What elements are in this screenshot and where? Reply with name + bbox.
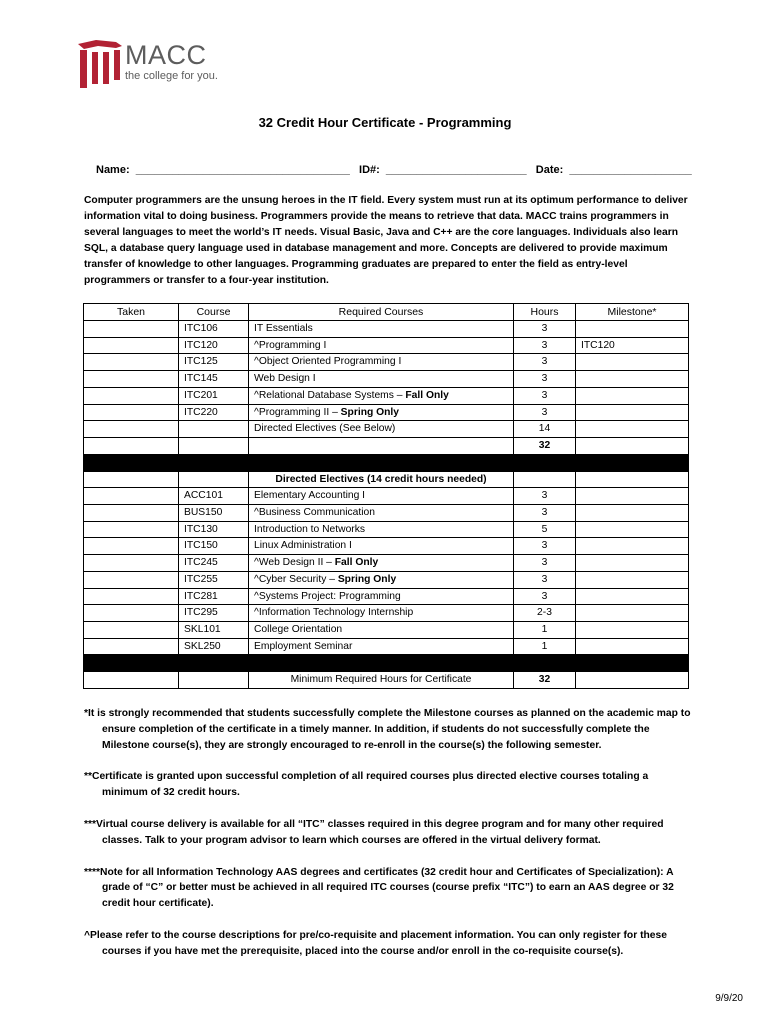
milestone-cell (576, 488, 689, 505)
empty-cell (179, 672, 249, 689)
course-code: ITC150 (179, 538, 249, 555)
divider-cell (84, 454, 179, 471)
course-code: ITC201 (179, 387, 249, 404)
course-name (249, 371, 514, 388)
course-name (249, 638, 514, 655)
electives-header: Directed Electives (14 credit hours needed) (249, 471, 514, 488)
course-hours: 3 (514, 488, 576, 505)
empty-cell (179, 471, 249, 488)
course-code: ITC125 (179, 354, 249, 371)
course-hours: 3 (514, 555, 576, 572)
course-name (249, 555, 514, 572)
course-hours: 3 (514, 505, 576, 522)
empty-cell (576, 437, 689, 454)
course-hours: 3 (514, 354, 576, 371)
course-name-text: IT Essentials (254, 323, 313, 334)
course-name-text: ^Relational Database Systems – (254, 389, 406, 401)
course-code: ITC245 (179, 555, 249, 572)
taken-cell[interactable] (84, 371, 179, 388)
table-row (84, 421, 689, 438)
course-name (249, 521, 514, 538)
course-name (249, 387, 514, 404)
course-code: ACC101 (179, 488, 249, 505)
milestone-cell (576, 421, 689, 438)
course-hours: 2-3 (514, 605, 576, 622)
milestone-cell (576, 521, 689, 538)
course-name-text: ^Programming II – (254, 406, 341, 418)
empty-cell (249, 437, 514, 454)
course-name (249, 588, 514, 605)
course-name-text: College Orientation (254, 623, 343, 635)
divider-cell (576, 655, 689, 672)
course-hours: 3 (514, 588, 576, 605)
course-hours: 3 (514, 538, 576, 555)
table-row (84, 538, 689, 555)
milestone-cell (576, 638, 689, 655)
course-term-note: Spring Only (337, 573, 397, 585)
course-name-text: ^Systems Project: Programming (254, 590, 401, 602)
course-term-note: Fall Only (405, 389, 449, 401)
course-hours: 3 (514, 371, 576, 388)
empty-cell (179, 437, 249, 454)
empty-cell (84, 672, 179, 689)
empty-cell (514, 471, 576, 488)
footnote: *It is strongly recommended that students successfully complete the Milestone courses as planned on the academic map to ensure completion of the certificate in a timely manner. In addition, if students do not successfully complete the Milestone course(s), they are strongly encouraged to re-enroll in the course(s) the following semester. (84, 708, 691, 751)
course-name (249, 571, 514, 588)
empty-cell (576, 672, 689, 689)
course-code: ITC281 (179, 588, 249, 605)
taken-cell[interactable] (84, 321, 179, 338)
course-hours: 3 (514, 387, 576, 404)
course-code: ITC295 (179, 605, 249, 622)
milestone-cell (576, 571, 689, 588)
table-row (84, 605, 689, 622)
table-row (84, 555, 689, 572)
course-code: BUS150 (179, 505, 249, 522)
table-row (84, 505, 689, 522)
taken-cell[interactable] (84, 588, 179, 605)
taken-cell[interactable] (84, 421, 179, 438)
course-name (249, 488, 514, 505)
course-name (249, 404, 514, 421)
table-row (84, 371, 689, 388)
minimum-hours-row (84, 672, 689, 689)
course-hours: 3 (514, 404, 576, 421)
course-hours: 3 (514, 321, 576, 338)
taken-cell[interactable] (84, 387, 179, 404)
course-name-text: Linux Administration I (254, 540, 352, 552)
course-name (249, 321, 514, 338)
electives-header-row (84, 471, 689, 488)
table-header-row (84, 304, 689, 321)
taken-cell[interactable] (84, 488, 179, 505)
divider-row (84, 655, 689, 672)
table-row (84, 321, 689, 338)
divider-cell (249, 655, 514, 672)
milestone-cell (576, 621, 689, 638)
milestone-cell (576, 321, 689, 338)
course-hours: 3 (514, 571, 576, 588)
milestone-cell (576, 588, 689, 605)
table-row (84, 488, 689, 505)
header-required-courses: Required Courses (249, 304, 514, 321)
course-hours: 14 (514, 421, 576, 438)
course-name-text: ^Business Communication (254, 507, 376, 519)
divider-cell (514, 454, 576, 471)
course-name-text: ^Cyber Security – (254, 573, 338, 585)
taken-cell[interactable] (84, 354, 179, 371)
milestone-cell (576, 538, 689, 555)
footnotes (84, 706, 694, 976)
milestone-cell (576, 404, 689, 421)
footnote: ^Please refer to the course descriptions for pre/co-requisite and placement information. You can only register for these courses if you have met the prerequisite, placed into the course and/or enroll in the co-requisite course(s). (84, 929, 667, 957)
header-course: Course (179, 304, 249, 321)
student-info-line[interactable]: Name: ___________________________________ ID#: _______________________ Date: ____________________ (96, 164, 692, 176)
table-row (84, 588, 689, 605)
course-name (249, 421, 514, 438)
taken-cell[interactable] (84, 621, 179, 638)
minimum-hours-value: 32 (514, 672, 576, 689)
table-row (84, 621, 689, 638)
logo-tagline: the college for you. (125, 70, 218, 82)
course-name (249, 605, 514, 622)
milestone-cell (576, 387, 689, 404)
required-total-hours: 32 (514, 437, 576, 454)
table-row (84, 337, 689, 354)
course-code: ITC145 (179, 371, 249, 388)
taken-cell[interactable] (84, 571, 179, 588)
divider-cell (84, 655, 179, 672)
course-name (249, 621, 514, 638)
course-name-text: ^Information Technology Internship (254, 607, 414, 619)
taken-cell[interactable] (84, 638, 179, 655)
milestone-cell: ITC120 (576, 337, 689, 354)
milestone-cell (576, 555, 689, 572)
milestone-cell (576, 505, 689, 522)
taken-cell[interactable] (84, 337, 179, 354)
table-row (84, 638, 689, 655)
divider-cell (514, 655, 576, 672)
taken-cell[interactable] (84, 505, 179, 522)
table-row (84, 571, 689, 588)
divider-row (84, 454, 689, 471)
course-name-text: ^Object Oriented Programming I (254, 356, 402, 368)
course-hours: 1 (514, 621, 576, 638)
footer-date: 9/9/20 (715, 993, 743, 1004)
course-term-note: Spring Only (340, 406, 400, 418)
header-hours: Hours (514, 304, 576, 321)
divider-cell (576, 454, 689, 471)
taken-cell[interactable] (84, 538, 179, 555)
intro-paragraph: Computer programmers are the unsung heroes in the IT field. Every system must run at its optimum performance to deliver information vital to doing business. Programmers provide the means to retrieve that data. MACC trains programmers in several languages to meet the world’s IT needs. Visual Basic, Java and C++ are the core languages. Individuals also learn SQL, a database query language used in database management and more. Concepts are delivered to provide maximum transfer of knowledge to other languages. Programming graduates are prepared to enter the field as entry-level programmers or transfer to a four-year institution. (84, 195, 688, 286)
course-name (249, 505, 514, 522)
table-row (84, 354, 689, 371)
required-total-row (84, 437, 689, 454)
course-name-text: Elementary Accounting I (254, 490, 366, 502)
course-name-text: Employment Seminar (254, 640, 353, 652)
table-row (84, 404, 689, 421)
course-hours: 1 (514, 638, 576, 655)
milestone-cell (576, 371, 689, 388)
taken-cell[interactable] (84, 404, 179, 421)
divider-cell (179, 655, 249, 672)
course-name-text: ^Programming I (254, 339, 327, 351)
course-name-text: ^Web Design II – (254, 557, 335, 569)
course-code: SKL250 (179, 638, 249, 655)
footnote: ****Note for all Information Technology AAS degrees and certificates (32 credit hour and Certificates of Specialization): A grade of “C” or better must be achieved in all required ITC courses (course prefix “ITC”) to earn an AAS degree or 32 credit hour certificate). (84, 866, 674, 910)
empty-cell (576, 471, 689, 488)
course-code: ITC120 (179, 337, 249, 354)
footnote: **Certificate is granted upon successful completion of all required courses plus directed elective courses totaling a minimum of 32 credit hours. (84, 771, 649, 799)
course-code (179, 421, 249, 438)
course-code: ITC106 (179, 321, 249, 338)
taken-cell[interactable] (84, 555, 179, 572)
minimum-hours-label: Minimum Required Hours for Certificate (249, 672, 514, 689)
macc-logo-icon (76, 38, 124, 90)
course-name (249, 337, 514, 354)
course-code: ITC220 (179, 404, 249, 421)
page-title: 32 Credit Hour Certificate - Programming (258, 115, 512, 130)
taken-cell[interactable] (84, 437, 179, 454)
header-milestone: Milestone* (576, 304, 689, 321)
divider-cell (179, 454, 249, 471)
course-table (83, 303, 689, 689)
logo-wordmark: MACC (125, 40, 207, 70)
table-row (84, 521, 689, 538)
divider-cell (249, 454, 514, 471)
empty-cell (84, 471, 179, 488)
milestone-cell (576, 605, 689, 622)
course-name-text: Introduction to Networks (254, 523, 366, 535)
course-name-text: Web Design I (254, 373, 316, 385)
header-taken: Taken (84, 304, 179, 321)
table-row (84, 387, 689, 404)
course-hours: 5 (514, 521, 576, 538)
course-term-note: Fall Only (334, 557, 379, 569)
course-code: ITC255 (179, 571, 249, 588)
taken-cell[interactable] (84, 521, 179, 538)
course-code: ITC130 (179, 521, 249, 538)
taken-cell[interactable] (84, 605, 179, 622)
course-code: SKL101 (179, 621, 249, 638)
course-name (249, 538, 514, 555)
milestone-cell (576, 354, 689, 371)
course-name-text: Directed Electives (See Below) (254, 423, 396, 435)
course-hours: 3 (514, 337, 576, 354)
course-name (249, 354, 514, 371)
footnote: ***Virtual course delivery is available for all “ITC” classes required in this degree program and for many other required classes. Talk to your program advisor to learn which courses are offered in the virtual delivery format. (84, 818, 664, 846)
